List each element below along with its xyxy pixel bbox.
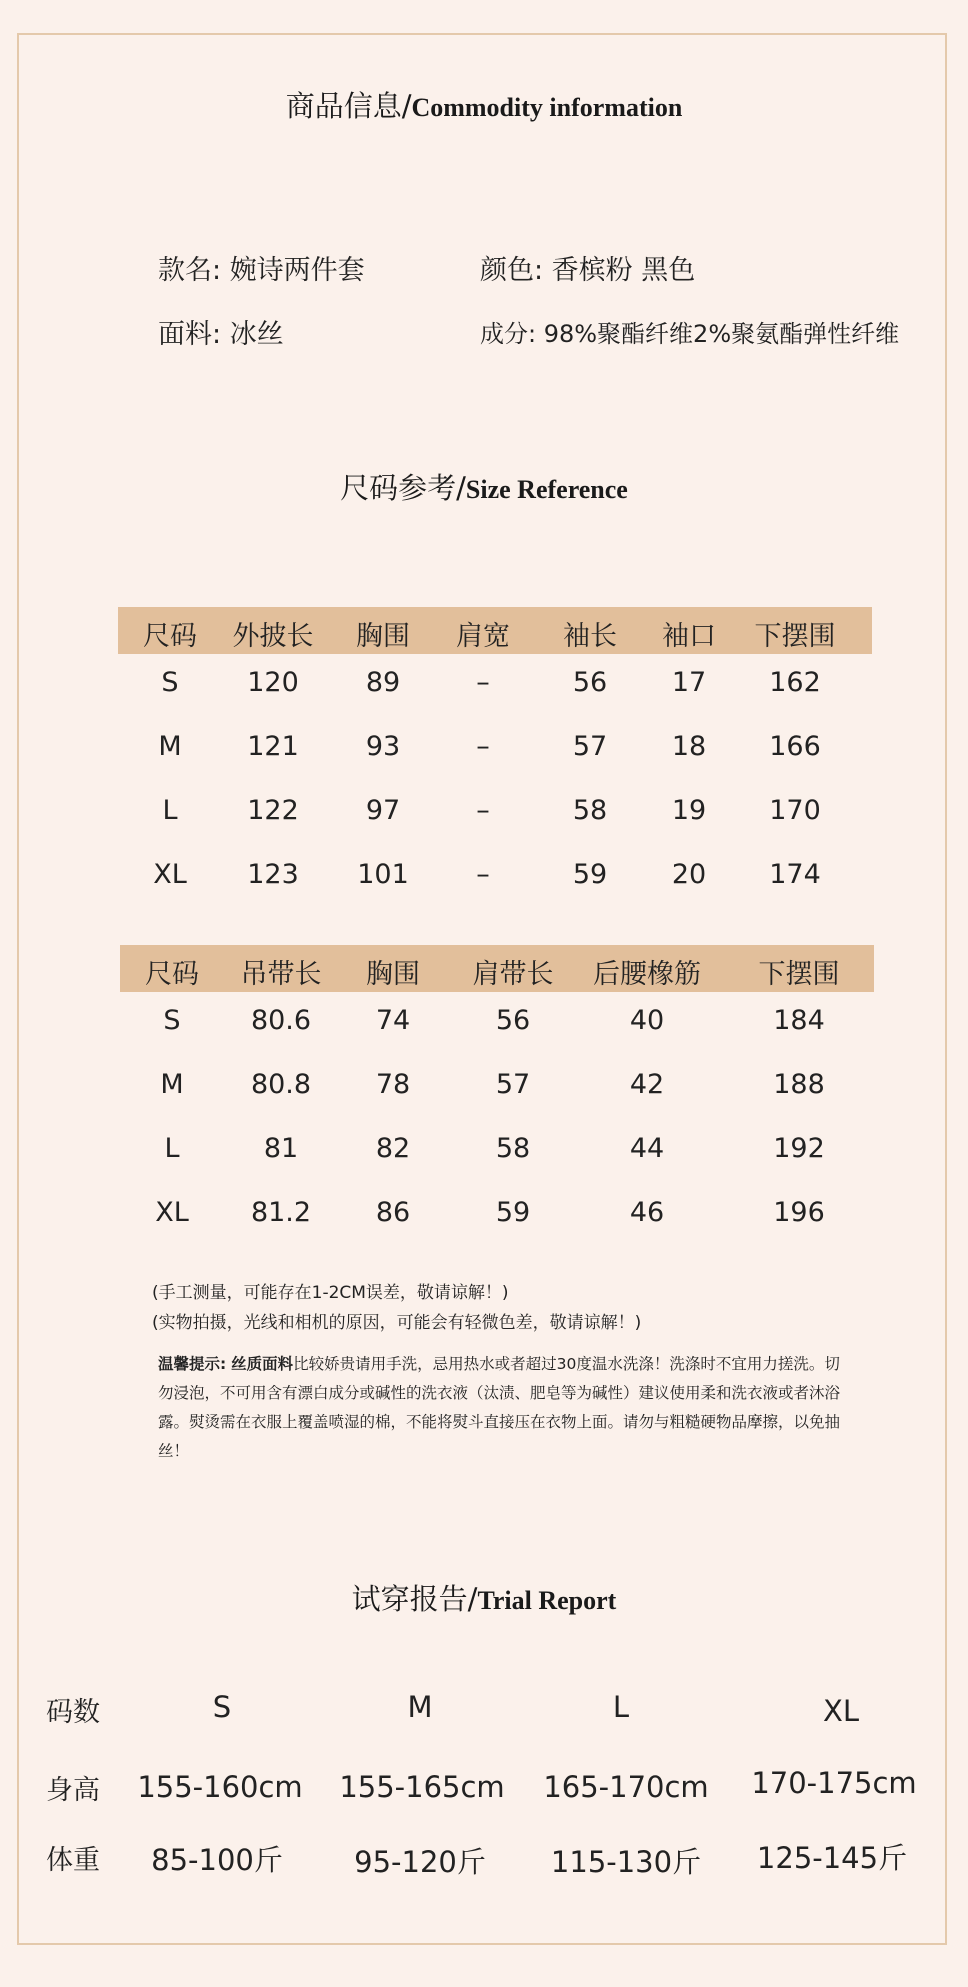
table-cell: M: [158, 731, 182, 762]
table-cell: –: [476, 731, 490, 762]
trial-height-l: 165-170cm: [543, 1770, 709, 1804]
table-cell: 166: [769, 731, 821, 762]
color-note: (实物拍摄，光线和相机的原因，可能会有轻微色差，敬请谅解！): [152, 1313, 642, 1333]
table-header-cell: 胸围: [366, 959, 420, 990]
table-cell: 188: [773, 1069, 825, 1100]
table-cell: 81.2: [250, 1197, 312, 1228]
table-cell: 170: [769, 795, 821, 826]
trial-label-weight: 体重: [46, 1845, 100, 1876]
table-cell: 18: [671, 731, 707, 762]
table-header-cell: 下摆围: [758, 959, 840, 990]
commodity-title: [0, 84, 968, 125]
trial-height-xl: 170-175cm: [751, 1766, 917, 1800]
table-cell: 80.6: [250, 1005, 312, 1036]
table-cell: 42: [629, 1069, 665, 1100]
table-cell: 82: [375, 1133, 411, 1164]
trial-size-xl: XL: [822, 1694, 860, 1728]
table-cell: 59: [572, 859, 608, 890]
trial-title-cn: 试穿报告/: [351, 1582, 478, 1616]
table-cell: 162: [769, 667, 821, 698]
trial-size-m: M: [407, 1690, 433, 1724]
commodity-title-en: Commodity information: [411, 93, 683, 122]
trial-size-s: S: [212, 1690, 232, 1724]
size-ref-title: [0, 466, 968, 507]
tip-bold: 丝质面料: [231, 1355, 294, 1373]
table-cell: –: [476, 859, 490, 890]
table-cell: L: [162, 795, 178, 826]
trial-title-en: Trial Report: [477, 1586, 617, 1615]
trial-size-l: L: [612, 1690, 630, 1724]
table-cell: 56: [495, 1005, 531, 1036]
table-cell: 58: [495, 1133, 531, 1164]
trial-weight-m: 95-120斤: [354, 1845, 486, 1879]
table-header-cell: 下摆围: [754, 621, 836, 652]
table-cell: 86: [375, 1197, 411, 1228]
care-tip: [158, 1350, 848, 1466]
measurement-note: (手工测量，可能存在1-2CM误差，敬请谅解！): [152, 1283, 509, 1303]
style-name: 款名: 婉诗两件套: [158, 255, 365, 286]
table-cell: 97: [365, 795, 401, 826]
table-cell: 78: [375, 1069, 411, 1100]
color-info: 颜色: 香槟粉 黑色: [480, 255, 696, 286]
fabric-info: 面料: 冰丝: [158, 319, 284, 350]
table-cell: 184: [773, 1005, 825, 1036]
table-cell: 192: [773, 1133, 825, 1164]
trial-label-height: 身高: [46, 1775, 100, 1806]
table-cell: 123: [247, 859, 299, 890]
table-cell: 44: [629, 1133, 665, 1164]
table-cell: –: [476, 667, 490, 698]
table-cell: 57: [572, 731, 608, 762]
table-cell: XL: [155, 1197, 189, 1228]
table-cell: –: [476, 795, 490, 826]
trial-height-s: 155-160cm: [137, 1770, 303, 1804]
table-cell: 74: [375, 1005, 411, 1036]
composition-info: 成分: 98%聚酯纤维2%聚氨酯弹性纤维: [480, 320, 900, 348]
table-cell: 80.8: [250, 1069, 312, 1100]
table-cell: 121: [247, 731, 299, 762]
table-cell: S: [161, 667, 179, 698]
table-header-cell: 外披长: [232, 621, 314, 652]
table-header-cell: 后腰橡筋: [593, 959, 701, 990]
table-header-cell: 胸围: [356, 621, 410, 652]
table-cell: 89: [365, 667, 401, 698]
table-cell: 120: [247, 667, 299, 698]
trial-title: [0, 1577, 968, 1618]
table-header-cell: 肩带长: [472, 959, 554, 990]
table-header-cell: 尺码: [145, 959, 199, 990]
table-cell: 101: [357, 859, 409, 890]
table-cell: 20: [671, 859, 707, 890]
table-cell: XL: [153, 859, 187, 890]
table-header-cell: 尺码: [143, 621, 197, 652]
table-header-cell: 吊带长: [240, 959, 322, 990]
table-cell: 122: [247, 795, 299, 826]
table-header-cell: 袖长: [563, 621, 617, 652]
table-cell: S: [163, 1005, 181, 1036]
table-cell: 17: [671, 667, 707, 698]
table-cell: L: [164, 1133, 180, 1164]
trial-height-m: 155-165cm: [339, 1770, 505, 1804]
size-ref-title-en: Size Reference: [465, 475, 628, 504]
table-header-cell: 肩宽: [456, 621, 510, 652]
table-cell: 19: [671, 795, 707, 826]
trial-label-size: 码数: [46, 1697, 100, 1728]
tip-label: 温馨提示:: [158, 1355, 227, 1373]
trial-weight-s: 85-100斤: [151, 1843, 283, 1877]
table-cell: 57: [495, 1069, 531, 1100]
table-cell: 81: [263, 1133, 299, 1164]
trial-weight-xl: 125-145斤: [756, 1841, 908, 1875]
tip-text: 比较娇贵请用手洗，忌用热水或者超过30度温水洗涤！洗涤时不宜用力搓洗。切勿浸泡，不可用含有漂白成分或碱性的洗衣液（汰渍、肥皂等为碱性）建议使用柔和洗衣液或者沐浴露。熨烫需在衣服上覆盖喷湿的棉，不能将熨斗直接压在衣物上面。请勿与粗糙硬物品摩擦，以免抽丝！: [158, 1355, 841, 1460]
table-cell: 174: [769, 859, 821, 890]
table-cell: 56: [572, 667, 608, 698]
size-ref-title-cn: 尺码参考/: [340, 471, 466, 505]
table-cell: 40: [629, 1005, 665, 1036]
table-cell: M: [160, 1069, 184, 1100]
table-header-cell: 袖口: [662, 621, 716, 652]
commodity-title-cn: 商品信息/: [285, 89, 412, 123]
table-cell: 58: [572, 795, 608, 826]
table-cell: 46: [629, 1197, 665, 1228]
table-cell: 59: [495, 1197, 531, 1228]
table-cell: 93: [365, 731, 401, 762]
trial-weight-l: 115-130斤: [550, 1845, 702, 1879]
table-cell: 196: [773, 1197, 825, 1228]
